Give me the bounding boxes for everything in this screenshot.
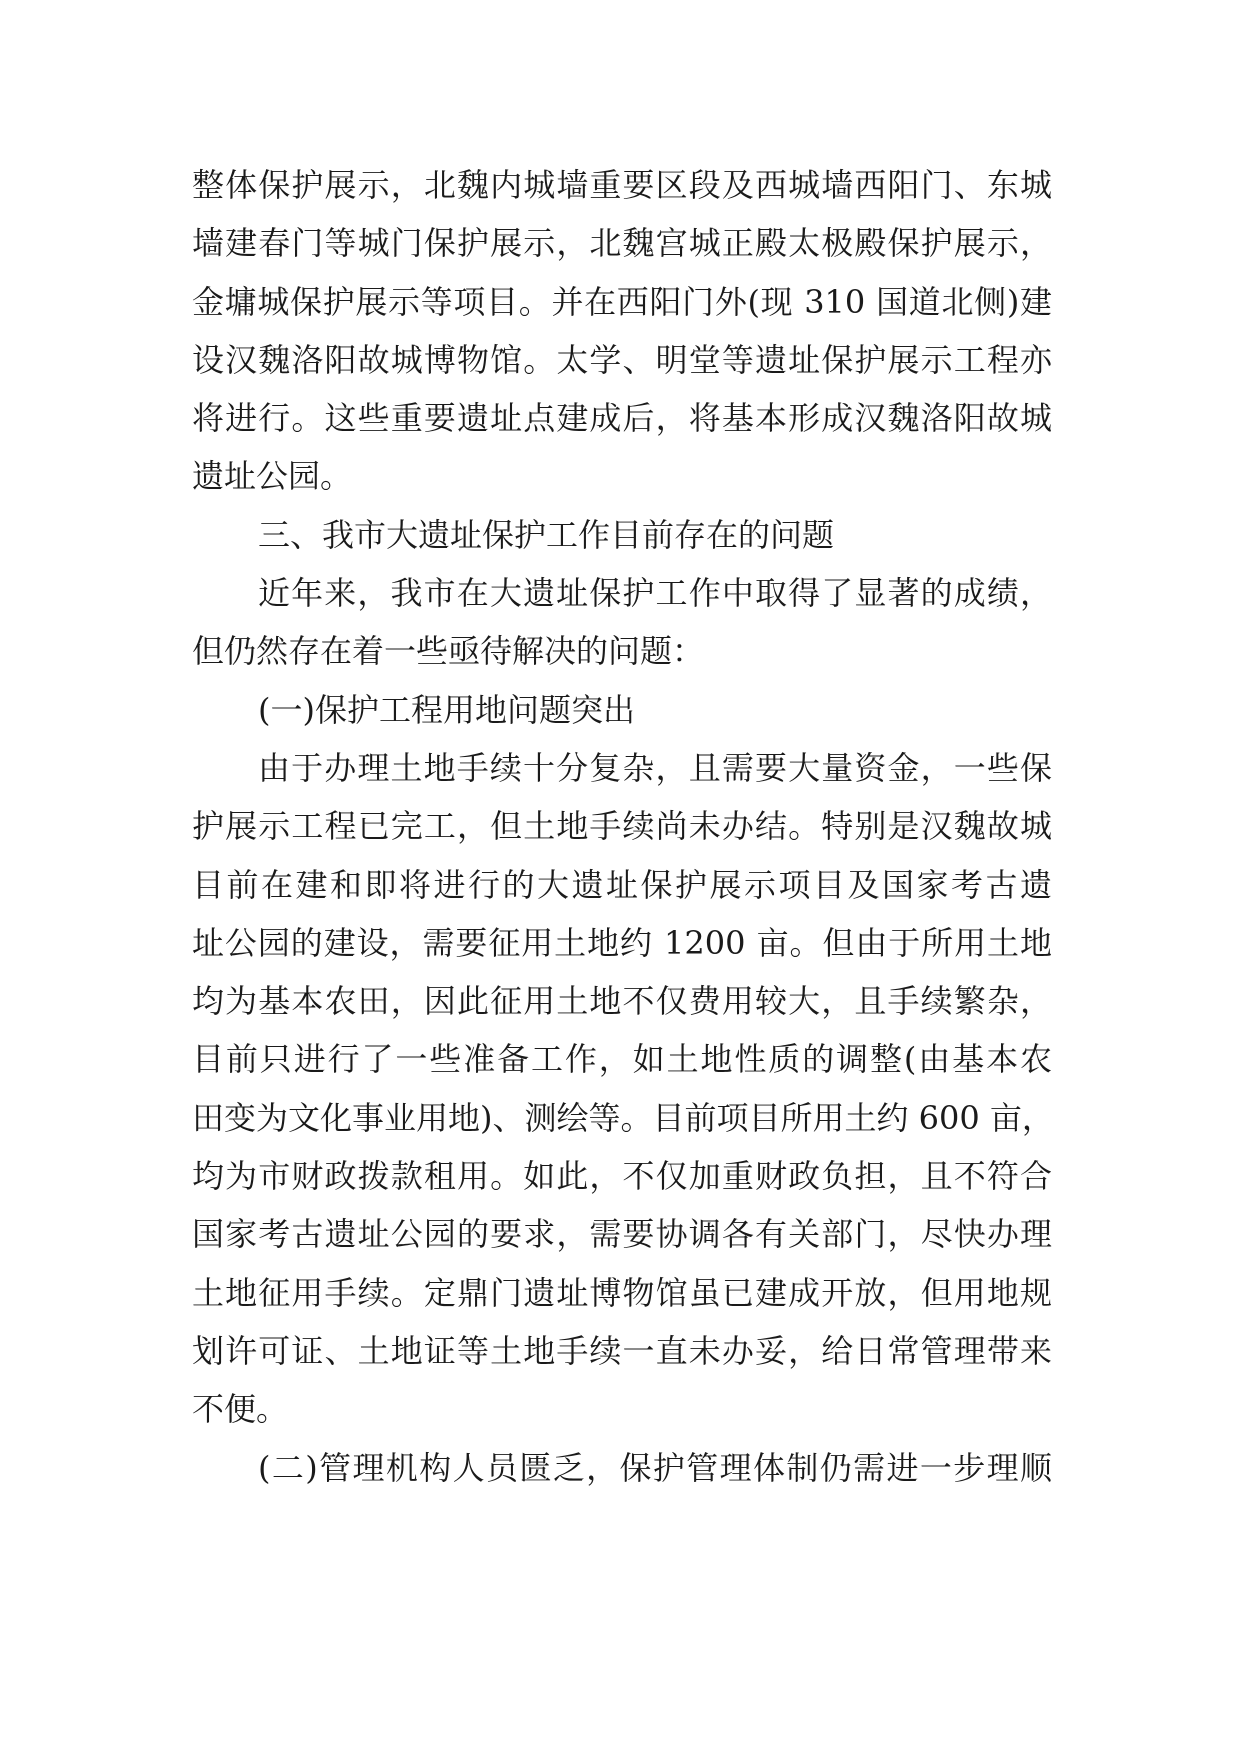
text-line: 国家考古遗址公园的要求，需要协调各有关部门，尽快办理 (192, 1215, 1052, 1254)
text-line: 设汉魏洛阳故城博物馆。太学、明堂等遗址保护展示工程亦 (192, 340, 1052, 379)
text-line: 墙建春门等城门保护展示，北魏宫城正殿太极殿保护展示， (192, 224, 1052, 263)
text-line: 金墉城保护展示等项目。并在西阳门外(现 310 国道北侧)建 (192, 282, 1052, 321)
text-line: 目前只进行了一些准备工作，如土地性质的调整(由基本农 (192, 1040, 1052, 1079)
text-line: 划许可证、土地证等土地手续一直未办妥，给日常管理带来 (192, 1331, 1052, 1370)
document-body (192, 156, 1052, 1497)
text-line: 由于办理土地手续十分复杂，且需要大量资金，一些保 (258, 748, 1052, 787)
section-heading: 三、我市大遗址保护工作目前存在的问题 (258, 515, 835, 554)
text-line: 目前在建和即将进行的大遗址保护展示项目及国家考古遗 (192, 865, 1052, 904)
text-line: 田变为文化事业用地)、测绘等。目前项目所用土约 600 亩， (192, 1098, 1054, 1137)
text-line: 护展示工程已完工，但土地手续尚未办结。特别是汉魏故城 (192, 807, 1052, 846)
text-line: 但仍然存在着一些亟待解决的问题： (192, 632, 705, 671)
text-line: 土地征用手续。定鼎门遗址博物馆虽已建成开放，但用地规 (192, 1273, 1052, 1312)
subsection-heading: (一)保护工程用地问题突出 (258, 690, 635, 729)
text-line: 遗址公园。 (192, 457, 353, 496)
text-line: 均为市财政拨款租用。如此，不仅加重财政负担，且不符合 (192, 1157, 1052, 1196)
text-line: 将进行。这些重要遗址点建成后，将基本形成汉魏洛阳故城 (192, 399, 1052, 438)
text-line: 整体保护展示，北魏内城墙重要区段及西城墙西阳门、东城 (192, 166, 1052, 204)
text-line: 均为基本农田，因此征用土地不仅费用较大，且手续繁杂， (192, 982, 1052, 1021)
text-line: 不便。 (192, 1390, 289, 1429)
subsection-heading: (二)管理机构人员匮乏，保护管理体制仍需进一步理顺 (258, 1448, 1052, 1487)
text-line: 近年来，我市在大遗址保护工作中取得了显著的成绩， (258, 574, 1052, 613)
text-line: 址公园的建设，需要征用土地约 1200 亩。但由于所用土地 (192, 923, 1052, 962)
